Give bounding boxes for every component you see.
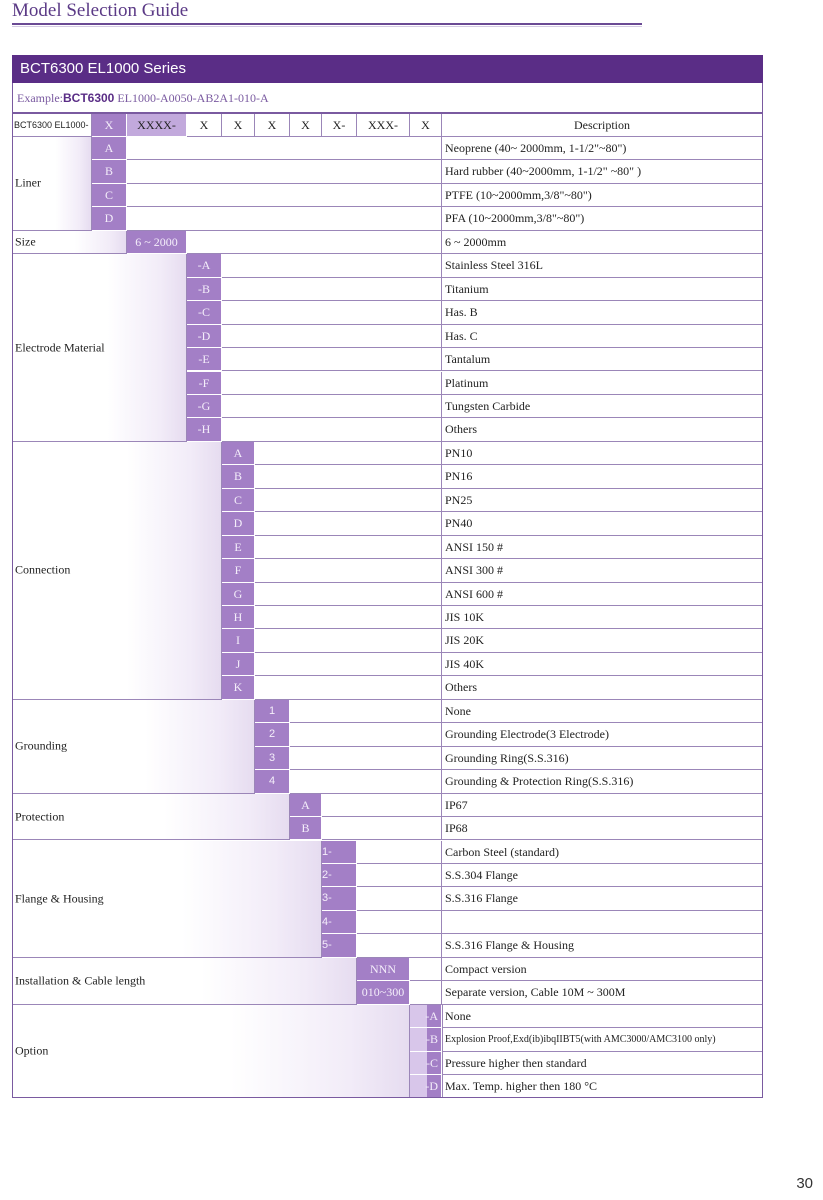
electrode-description: Titanium — [442, 278, 763, 301]
connection-code: I — [222, 629, 255, 652]
connection-spacer — [255, 536, 442, 559]
option-description: Explosion Proof,Exd(ib)ibqIIBT5(with AMC3000/AMC3100 only) — [442, 1028, 763, 1051]
option-code: -D — [410, 1075, 442, 1098]
example-model: BCT6300 — [62, 91, 115, 105]
selection-table — [12, 113, 763, 1091]
connection-spacer — [255, 629, 442, 652]
group-label-installation — [12, 958, 357, 1005]
connection-spacer — [255, 442, 442, 465]
grounding-description: Grounding Ring(S.S.316) — [442, 747, 763, 770]
flange-code: 2- — [322, 864, 357, 887]
connection-spacer — [255, 583, 442, 606]
liner-code: D — [92, 207, 127, 230]
liner-spacer — [127, 160, 442, 183]
group-label-text: Electrode Material — [15, 340, 105, 355]
liner-description: PFA (10~2000mm,3/8"~80") — [442, 207, 763, 230]
option-description: Max. Temp. higher then 180 °C — [442, 1075, 763, 1098]
option-description: None — [442, 1005, 763, 1028]
header-description: Description — [442, 113, 763, 137]
flange-spacer — [357, 864, 442, 887]
connection-spacer — [255, 606, 442, 629]
connection-spacer — [255, 676, 442, 699]
protection-description: IP67 — [442, 794, 763, 817]
grounding-code: 4 — [255, 770, 290, 793]
header-code: X — [290, 113, 322, 137]
flange-description: S.S.304 Flange — [442, 864, 763, 887]
electrode-description: Others — [442, 418, 763, 441]
size-code: 6 ~ 2000 — [127, 231, 187, 254]
title-rule-shadow — [12, 26, 642, 27]
flange-spacer — [357, 934, 442, 957]
flange-spacer — [357, 841, 442, 864]
group-label-text: Grounding — [15, 738, 67, 753]
flange-description — [442, 911, 763, 934]
flange-spacer — [357, 911, 442, 934]
electrode-spacer — [222, 372, 442, 395]
size-description: 6 ~ 2000mm — [442, 231, 763, 254]
liner-spacer — [127, 137, 442, 160]
liner-spacer — [127, 207, 442, 230]
flange-description: Carbon Steel (standard) — [442, 841, 763, 864]
electrode-code: -D — [187, 325, 222, 348]
flange-code: 3- — [322, 887, 357, 910]
liner-description: Neoprene (40~ 2000mm, 1-1/2"~80") — [442, 137, 763, 160]
header-code: X — [222, 113, 255, 137]
connection-spacer — [255, 559, 442, 582]
header-code: X — [92, 113, 127, 137]
flange-spacer — [357, 887, 442, 910]
connection-description: ANSI 150 # — [442, 536, 763, 559]
connection-description: ANSI 600 # — [442, 583, 763, 606]
example-rest: EL1000-A0050-AB2A1-010-A — [114, 91, 269, 105]
group-label-option — [12, 1005, 410, 1099]
installation-code: NNN — [357, 958, 410, 981]
grounding-description: None — [442, 700, 763, 723]
example-line — [12, 83, 763, 113]
connection-code: E — [222, 536, 255, 559]
example-prefix: Example: — [17, 91, 63, 105]
liner-spacer — [127, 184, 442, 207]
connection-spacer — [255, 653, 442, 676]
group-label-text: Installation & Cable length — [15, 973, 146, 988]
group-label-flange — [12, 841, 322, 958]
electrode-spacer — [222, 254, 442, 277]
electrode-code: -G — [187, 395, 222, 418]
protection-spacer — [322, 794, 442, 817]
connection-description: PN10 — [442, 442, 763, 465]
protection-spacer — [322, 817, 442, 840]
header-code: X — [255, 113, 290, 137]
electrode-description: Tantalum — [442, 348, 763, 371]
group-label-text: Option — [15, 1043, 49, 1058]
connection-description: PN25 — [442, 489, 763, 512]
liner-code: A — [92, 137, 127, 160]
grounding-code: 3 — [255, 747, 290, 770]
option-code: -A — [410, 1005, 442, 1028]
flange-description: S.S.316 Flange & Housing — [442, 934, 763, 957]
electrode-code: -A — [187, 254, 222, 277]
grounding-description: Grounding Electrode(3 Electrode) — [442, 723, 763, 746]
electrode-spacer — [222, 325, 442, 348]
liner-code: B — [92, 160, 127, 183]
electrode-code: -B — [187, 278, 222, 301]
group-label-electrode — [12, 254, 187, 442]
group-label-text: Liner — [15, 175, 41, 190]
liner-description: Hard rubber (40~2000mm, 1-1/2" ~80" ) — [442, 160, 763, 183]
connection-code: A — [222, 442, 255, 465]
installation-description: Compact version — [442, 958, 763, 981]
group-label-text: Protection — [15, 809, 65, 824]
connection-description: Others — [442, 676, 763, 699]
series-title-bar: BCT6300 EL1000 Series — [12, 55, 763, 83]
page-number: 30 — [796, 1175, 813, 1192]
electrode-code: -C — [187, 301, 222, 324]
liner-description: PTFE (10~2000mm,3/8"~80") — [442, 184, 763, 207]
flange-code: 1- — [322, 841, 357, 864]
option-code: -C — [410, 1052, 442, 1075]
electrode-description: Has. B — [442, 301, 763, 324]
connection-code: K — [222, 676, 255, 699]
connection-spacer — [255, 465, 442, 488]
group-label-connection — [12, 442, 222, 700]
flange-code: 5- — [322, 934, 357, 957]
connection-code: D — [222, 512, 255, 535]
protection-code: B — [290, 817, 322, 840]
connection-code: C — [222, 489, 255, 512]
page-title: Model Selection Guide — [12, 0, 189, 21]
grounding-spacer — [290, 700, 442, 723]
option-code: -B — [410, 1028, 442, 1051]
connection-description: JIS 20K — [442, 629, 763, 652]
installation-description: Separate version, Cable 10M ~ 300M — [442, 981, 763, 1004]
connection-spacer — [255, 512, 442, 535]
title-rule — [12, 23, 642, 25]
connection-description: JIS 40K — [442, 653, 763, 676]
electrode-spacer — [222, 395, 442, 418]
electrode-description: Stainless Steel 316L — [442, 254, 763, 277]
header-code: XXXX- — [127, 113, 187, 137]
header-code: X — [410, 113, 442, 137]
grounding-code: 1 — [255, 700, 290, 723]
grounding-spacer — [290, 723, 442, 746]
installation-code: 010~300 — [357, 981, 410, 1004]
connection-description: JIS 10K — [442, 606, 763, 629]
grounding-spacer — [290, 747, 442, 770]
connection-code: G — [222, 583, 255, 606]
electrode-code: -E — [187, 348, 222, 371]
electrode-code: -F — [187, 372, 222, 395]
electrode-description: Has. C — [442, 325, 763, 348]
connection-description: ANSI 300 # — [442, 559, 763, 582]
electrode-spacer — [222, 278, 442, 301]
electrode-spacer — [222, 301, 442, 324]
electrode-description: Tungsten Carbide — [442, 395, 763, 418]
electrode-code: -H — [187, 418, 222, 441]
installation-spacer — [410, 981, 442, 1004]
installation-spacer — [410, 958, 442, 981]
electrode-description: Platinum — [442, 372, 763, 395]
group-label-text: Flange & Housing — [15, 891, 104, 906]
protection-code: A — [290, 794, 322, 817]
grounding-description: Grounding & Protection Ring(S.S.316) — [442, 770, 763, 793]
group-label-grounding — [12, 700, 255, 794]
connection-code: B — [222, 465, 255, 488]
size-spacer — [187, 231, 442, 254]
connection-code: H — [222, 606, 255, 629]
group-label-text: Connection — [15, 562, 71, 577]
grounding-spacer — [290, 770, 442, 793]
grounding-code: 2 — [255, 723, 290, 746]
connection-description: PN16 — [442, 465, 763, 488]
connection-code: F — [222, 559, 255, 582]
electrode-spacer — [222, 348, 442, 371]
header-code: X- — [322, 113, 357, 137]
group-label-liner — [12, 137, 92, 231]
connection-spacer — [255, 489, 442, 512]
group-label-protection — [12, 794, 290, 841]
header-code: X — [187, 113, 222, 137]
electrode-spacer — [222, 418, 442, 441]
option-description: Pressure higher then standard — [442, 1052, 763, 1075]
liner-code: C — [92, 184, 127, 207]
flange-code: 4- — [322, 911, 357, 934]
group-label-text: Size — [15, 234, 36, 249]
header-model: BCT6300 EL1000- — [12, 113, 92, 137]
connection-description: PN40 — [442, 512, 763, 535]
protection-description: IP68 — [442, 817, 763, 840]
group-label-size — [12, 231, 127, 254]
flange-description: S.S.316 Flange — [442, 887, 763, 910]
connection-code: J — [222, 653, 255, 676]
header-code: XXX- — [357, 113, 410, 137]
